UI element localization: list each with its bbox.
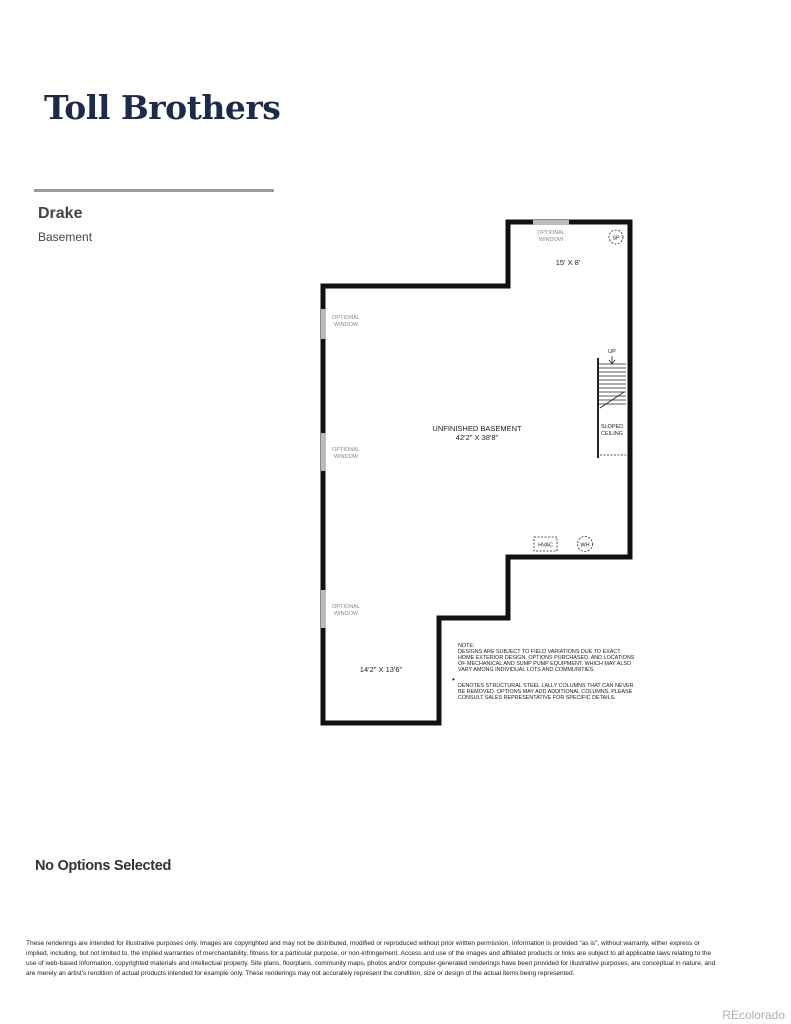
model-name: Drake <box>38 205 83 222</box>
sloped-ceiling-label: CEILING <box>600 431 624 437</box>
sloped-ceiling-label: SLOPED <box>600 424 624 430</box>
top-alcove-dims: 15' X 8' <box>555 258 581 267</box>
optional-window-top-label: OPTIONAL <box>537 230 565 236</box>
water-heater-label: WH <box>580 542 590 549</box>
recolorado-watermark: REcolorado <box>722 1008 785 1022</box>
optional-window-left-label: OPTIONAL <box>332 315 360 321</box>
optional-window-left-label: OPTIONAL <box>332 447 360 453</box>
main-room-name: UNFINISHED BASEMENT <box>432 424 522 433</box>
column-note-line: DENOTES STRUCTURAL STEEL LALLY COLUMNS THAT CAN NEVER <box>458 683 634 689</box>
note-line: VARY AMONG INDIVIDUAL LOTS AND COMMUNITIES. <box>458 667 595 673</box>
column-note-line: BE REMOVED. OPTIONS MAY ADD ADDITIONAL COLUMNS. PLEASE <box>458 689 633 695</box>
staircase <box>598 356 626 458</box>
basement-outline <box>323 222 630 723</box>
optional-window-left-3 <box>321 590 326 628</box>
note-line: DESIGNS ARE SUBJECT TO FIELD VARIATIONS DUE TO EXACT <box>458 649 621 655</box>
options-status: No Options Selected <box>35 858 172 874</box>
optional-window-top <box>533 220 569 225</box>
bottom-alcove-dims: 14'2" X 13'6" <box>359 665 403 674</box>
main-room-dims: 42'2" X 38'8" <box>455 433 499 442</box>
sump-pump-label: SP <box>612 235 620 242</box>
optional-window-left-label: WINDOW <box>333 322 359 328</box>
optional-window-top-label: WINDOW <box>538 237 564 243</box>
note-heading: NOTE: <box>458 643 475 649</box>
optional-window-left-2 <box>321 433 326 471</box>
optional-window-left-label: WINDOW <box>333 611 359 617</box>
note-bullet: • <box>452 675 455 684</box>
optional-window-left-1 <box>321 309 326 339</box>
note-line: OF MECHANICAL AND SUMP PUMP EQUIPMENT, WHICH MAY ALSO <box>458 661 632 667</box>
hvac-label: HVAC <box>538 542 553 549</box>
level-name: Basement <box>38 230 93 244</box>
disclaimer-text: These renderings are intended for illustrative purposes only. Images are copyrighted and may not be distributed, modified or reproduced without prior written permission. Information is provided "as is", without warranty, either express or implied, including, but not limited to, the implied warranties of merchantability, fitness for a particular purpose, or non-infringement. Access and use of the images and affiliated products or links are subject to all applicable laws relating to the use of web-based information, copyrighted materials and intellectual property. Site plans, floorplans, community maps, photos and/or computer-generated renderings have been provided for illustrative purposes, are conceptual in nature, and are merely an artist's rendition of actual products intended for example only. These renderings may not accurately represent the condition, size or design of the actual items being represented. <box>26 940 716 977</box>
optional-window-left-label: WINDOW <box>333 454 359 460</box>
stairs-up-label: UP <box>608 349 616 355</box>
column-note-line: CONSULT SALES REPRESENTATIVE FOR SPECIFIC DETAILS. <box>458 695 616 701</box>
note-line: HOME EXTERIOR DESIGN, OPTIONS PURCHASED, AND LOCATIONS <box>458 655 635 661</box>
optional-window-left-label: OPTIONAL <box>332 604 360 610</box>
toll-brothers-logo: Toll Brothers <box>44 88 281 127</box>
